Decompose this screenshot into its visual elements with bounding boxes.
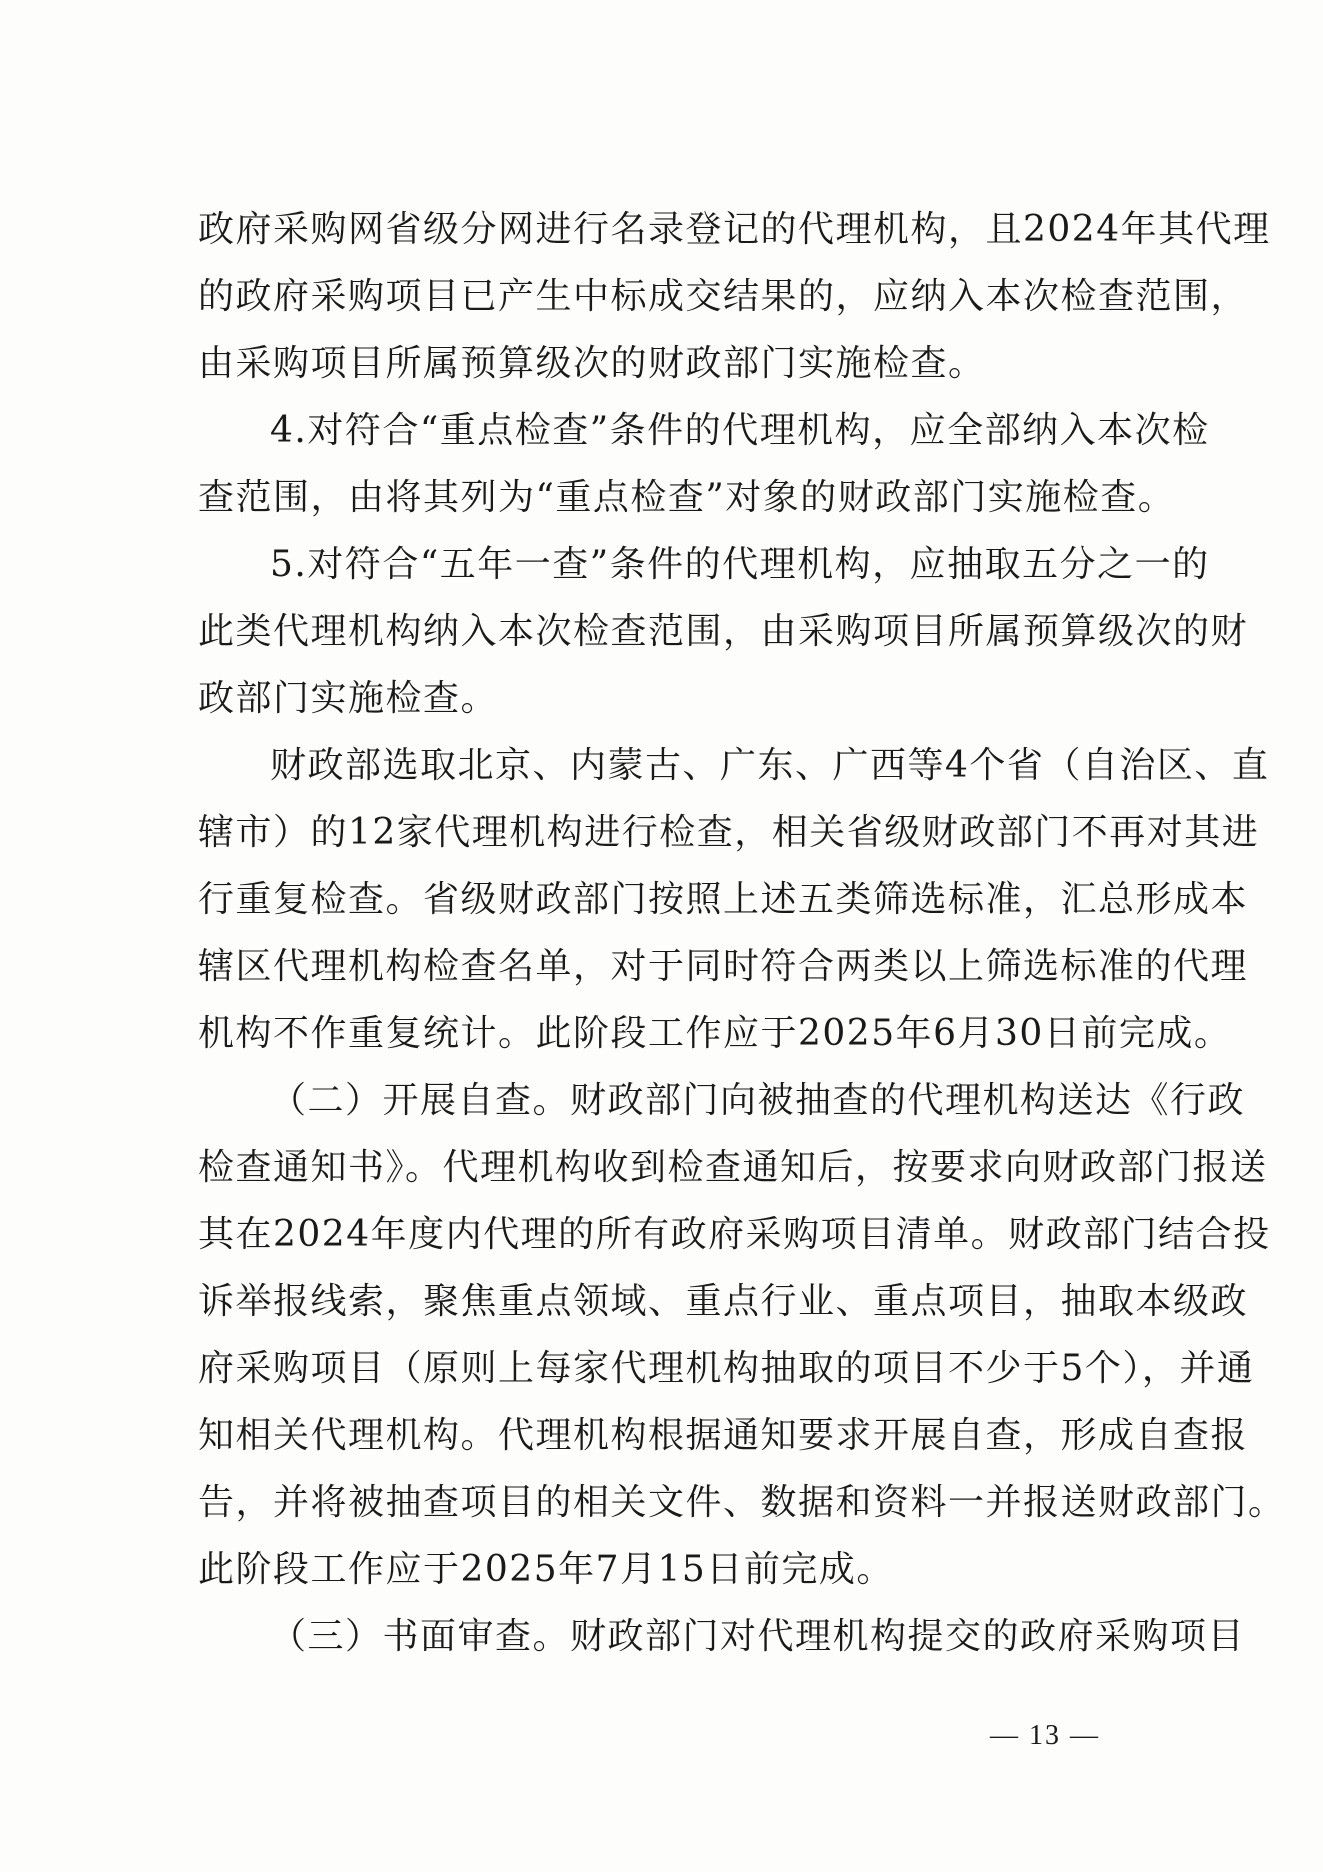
text-line: 检查通知书》。代理机构收到检查通知后，按要求向财政部门报送: [198, 1147, 1268, 1188]
text-line: 查范围，由将其列为“重点检查”对象的财政部门实施检查。: [198, 477, 1176, 518]
text-line: 由采购项目所属预算级次的财政部门实施检查。: [198, 343, 986, 384]
text-line: 机构不作重复统计。此阶段工作应于2025年6月30日前完成。: [198, 1013, 1232, 1054]
text-line: 此类代理机构纳入本次检查范围，由采购项目所属预算级次的财: [198, 611, 1249, 652]
text-line: 辖市）的12家代理机构进行检查，相关省级财政部门不再对其进: [198, 812, 1260, 853]
text-line: 政府采购网省级分网进行名录登记的代理机构，且2024年其代理: [198, 209, 1271, 250]
page-number: — 13 —: [990, 1720, 1100, 1751]
text-line: 府采购项目（原则上每家代理机构抽取的项目不少于5个），并通: [198, 1348, 1255, 1389]
text-line: （二）开展自查。财政部门向被抽查的代理机构送达《行政: [270, 1080, 1246, 1121]
body-text: [198, 196, 1286, 1670]
text-line: 行重复检查。省级财政部门按照上述五类筛选标准，汇总形成本: [198, 879, 1249, 920]
text-line: 财政部选取北京、内蒙古、广东、广西等4个省（自治区、直: [270, 745, 1270, 786]
text-line: 的政府采购项目已产生中标成交结果的，应纳入本次检查范围，: [198, 276, 1249, 317]
text-line: 其在2024年度内代理的所有政府采购项目清单。财政部门结合投: [198, 1214, 1271, 1255]
text-line: 5.对符合“五年一查”条件的代理机构，应抽取五分之一的: [270, 544, 1210, 585]
text-line: 诉举报线索，聚焦重点领域、重点行业、重点项目，抽取本级政: [198, 1281, 1249, 1322]
text-line: 4.对符合“重点检查”条件的代理机构，应全部纳入本次检: [270, 410, 1210, 451]
text-line: 此阶段工作应于2025年7月15日前完成。: [198, 1549, 894, 1590]
text-line: 知相关代理机构。代理机构根据通知要求开展自查，形成自查报: [198, 1415, 1249, 1456]
text-line: 告，并将被抽查项目的相关文件、数据和资料一并报送财政部门。: [198, 1482, 1286, 1523]
text-line: （三）书面审查。财政部门对代理机构提交的政府采购项目: [270, 1616, 1246, 1657]
text-line: 政部门实施检查。: [198, 678, 499, 719]
text-line: 辖区代理机构检查名单，对于同时符合两类以上筛选标准的代理: [198, 946, 1249, 987]
